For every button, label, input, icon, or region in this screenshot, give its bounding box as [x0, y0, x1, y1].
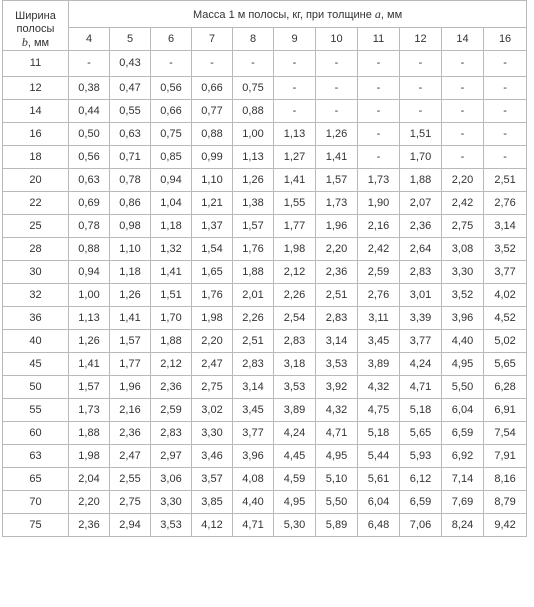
mass-value-cell: 2,20 [442, 169, 484, 192]
mass-value-cell: 2,83 [400, 261, 442, 284]
mass-value-cell: 1,70 [151, 307, 192, 330]
mass-value-cell: 3,85 [192, 491, 233, 514]
mass-table-container [2, 0, 527, 537]
width-label-line1: Ширина [15, 10, 56, 22]
mass-value-cell: - [484, 51, 527, 77]
mass-value-cell: 2,55 [110, 468, 151, 491]
mass-value-cell: 4,52 [484, 307, 527, 330]
table-row [3, 491, 527, 514]
mass-value-cell: 2,47 [192, 353, 233, 376]
width-cell: 18 [3, 146, 69, 169]
mass-value-cell: 3,14 [233, 376, 274, 399]
width-cell: 50 [3, 376, 69, 399]
mass-value-cell: 3,89 [358, 353, 400, 376]
width-label-line2: полосы [16, 23, 55, 35]
mass-value-cell: 0,66 [192, 77, 233, 100]
mass-value-cell: 6,12 [400, 468, 442, 491]
table-row [3, 238, 527, 261]
mass-value-cell: 2,01 [233, 284, 274, 307]
thickness-header-cell: 8 [233, 28, 274, 51]
mass-value-cell: 0,71 [110, 146, 151, 169]
mass-value-cell: 4,32 [316, 399, 358, 422]
table-row [3, 468, 527, 491]
table-row [3, 77, 527, 100]
mass-value-cell: 0,63 [110, 123, 151, 146]
mass-value-cell: 6,28 [484, 376, 527, 399]
mass-value-cell: 1,76 [233, 238, 274, 261]
mass-value-cell: 3,45 [233, 399, 274, 422]
mass-value-cell: - [442, 51, 484, 77]
mass-value-cell: 2,36 [110, 422, 151, 445]
mass-value-cell: 1,88 [151, 330, 192, 353]
mass-value-cell: 0,47 [110, 77, 151, 100]
mass-value-cell: 4,75 [358, 399, 400, 422]
mass-value-cell: 0,69 [69, 192, 110, 215]
mass-value-cell: 1,88 [233, 261, 274, 284]
mass-value-cell: 0,38 [69, 77, 110, 100]
mass-value-cell: 1,32 [151, 238, 192, 261]
mass-value-cell: 1,73 [69, 399, 110, 422]
mass-value-cell: 2,83 [151, 422, 192, 445]
mass-value-cell: - [484, 100, 527, 123]
mass-value-cell: 3,77 [400, 330, 442, 353]
mass-value-cell: 1,26 [233, 169, 274, 192]
mass-value-cell: 8,24 [442, 514, 484, 537]
mass-value-cell: 0,98 [110, 215, 151, 238]
mass-value-cell: 6,59 [442, 422, 484, 445]
mass-value-cell: - [484, 146, 527, 169]
width-cell: 40 [3, 330, 69, 353]
mass-value-cell: 3,96 [233, 445, 274, 468]
mass-value-cell: 1,18 [151, 215, 192, 238]
mass-value-cell: 3,46 [192, 445, 233, 468]
mass-value-cell: 7,54 [484, 422, 527, 445]
mass-value-cell: 6,04 [358, 491, 400, 514]
mass-value-cell: 0,75 [233, 77, 274, 100]
mass-value-cell: 4,95 [316, 445, 358, 468]
mass-value-cell: - [69, 51, 110, 77]
mass-value-cell: 1,41 [316, 146, 358, 169]
mass-value-cell: 4,95 [274, 491, 316, 514]
mass-value-cell: - [442, 100, 484, 123]
mass-value-cell: - [358, 123, 400, 146]
mass-value-cell: 1,41 [69, 353, 110, 376]
mass-value-cell: 0,94 [151, 169, 192, 192]
mass-value-cell: 2,12 [274, 261, 316, 284]
mass-value-cell: 2,07 [400, 192, 442, 215]
mass-value-cell: 3,92 [316, 376, 358, 399]
mass-value-cell: 2,59 [358, 261, 400, 284]
table-row [3, 51, 527, 77]
mass-value-cell: 1,10 [110, 238, 151, 261]
mass-value-cell: 1,38 [233, 192, 274, 215]
mass-value-cell: 3,52 [442, 284, 484, 307]
mass-value-cell: 3,11 [358, 307, 400, 330]
table-row [3, 376, 527, 399]
thickness-header-cell: 7 [192, 28, 233, 51]
mass-value-cell: - [358, 51, 400, 77]
mass-value-cell: - [316, 77, 358, 100]
mass-value-cell: 1,00 [69, 284, 110, 307]
mass-value-cell: 1,27 [274, 146, 316, 169]
mass-value-cell: 6,59 [400, 491, 442, 514]
mass-value-cell: 2,59 [151, 399, 192, 422]
mass-value-cell: 0,43 [110, 51, 151, 77]
mass-value-cell: 2,36 [316, 261, 358, 284]
mass-value-cell: 5,65 [400, 422, 442, 445]
width-cell: 20 [3, 169, 69, 192]
mass-value-cell: 1,77 [110, 353, 151, 376]
mass-value-cell: 0,56 [69, 146, 110, 169]
mass-value-cell: 2,97 [151, 445, 192, 468]
width-cell: 36 [3, 307, 69, 330]
width-cell: 11 [3, 51, 69, 77]
mass-value-cell: 2,36 [69, 514, 110, 537]
mass-label: Масса 1 м полосы, кг, при толщине [192, 9, 372, 21]
thickness-header-cell: 16 [484, 28, 527, 51]
mass-value-cell: - [358, 100, 400, 123]
strip-mass-table [2, 0, 527, 537]
thickness-header-cell: 4 [69, 28, 110, 51]
mass-value-cell: 7,06 [400, 514, 442, 537]
mass-value-cell: 1,88 [400, 169, 442, 192]
mass-value-cell: 2,20 [192, 330, 233, 353]
mass-value-cell: 6,91 [484, 399, 527, 422]
mass-value-cell: 3,18 [274, 353, 316, 376]
mass-value-cell: 3,30 [192, 422, 233, 445]
mass-value-cell: 1,51 [151, 284, 192, 307]
mass-value-cell: 1,77 [274, 215, 316, 238]
mass-value-cell: - [442, 146, 484, 169]
table-row [3, 215, 527, 238]
mass-value-cell: 1,41 [151, 261, 192, 284]
thickness-header-cell: 6 [151, 28, 192, 51]
mass-value-cell: 1,26 [69, 330, 110, 353]
mass-value-cell: 2,75 [110, 491, 151, 514]
mass-value-cell: - [400, 51, 442, 77]
mass-value-cell: - [358, 77, 400, 100]
mass-value-cell: 2,20 [69, 491, 110, 514]
mass-value-cell: 2,54 [274, 307, 316, 330]
mass-value-cell: 0,94 [69, 261, 110, 284]
mass-value-cell: 5,18 [358, 422, 400, 445]
mass-value-cell: 1,88 [69, 422, 110, 445]
table-row [3, 261, 527, 284]
mass-value-cell: 3,06 [151, 468, 192, 491]
mass-value-cell: 1,57 [316, 169, 358, 192]
width-cell: 65 [3, 468, 69, 491]
width-cell: 55 [3, 399, 69, 422]
width-cell: 63 [3, 445, 69, 468]
mass-value-cell: 4,45 [274, 445, 316, 468]
thickness-header-cell: 5 [110, 28, 151, 51]
width-cell: 45 [3, 353, 69, 376]
mass-value-cell: 2,42 [442, 192, 484, 215]
mass-value-cell: 0,44 [69, 100, 110, 123]
mass-value-cell: 0,66 [151, 100, 192, 123]
mass-value-cell: 3,57 [192, 468, 233, 491]
mass-value-cell: 2,16 [358, 215, 400, 238]
mass-value-cell: 1,98 [274, 238, 316, 261]
mass-value-cell: 1,37 [192, 215, 233, 238]
mass-value-cell: 1,13 [274, 123, 316, 146]
width-cell: 75 [3, 514, 69, 537]
mass-value-cell: 7,91 [484, 445, 527, 468]
mass-value-cell: 5,18 [400, 399, 442, 422]
mass-value-cell: 2,76 [358, 284, 400, 307]
mass-value-cell: 1,41 [274, 169, 316, 192]
mass-value-cell: 2,83 [316, 307, 358, 330]
table-row [3, 307, 527, 330]
mass-value-cell: 3,52 [484, 238, 527, 261]
width-cell: 16 [3, 123, 69, 146]
mass-value-cell: 2,94 [110, 514, 151, 537]
mass-value-cell: 2,12 [151, 353, 192, 376]
mass-value-cell: 0,78 [110, 169, 151, 192]
mass-value-cell: 0,85 [151, 146, 192, 169]
mass-value-cell: - [442, 77, 484, 100]
mass-value-cell: 6,48 [358, 514, 400, 537]
mass-value-cell: 1,54 [192, 238, 233, 261]
thickness-variable: a [374, 7, 381, 21]
mass-value-cell: 1,90 [358, 192, 400, 215]
mass-value-cell: 4,95 [442, 353, 484, 376]
mass-value-cell: 1,26 [110, 284, 151, 307]
mass-value-cell: 2,75 [192, 376, 233, 399]
mass-value-cell: 1,57 [110, 330, 151, 353]
mass-value-cell: 3,14 [316, 330, 358, 353]
mass-value-cell: 2,76 [484, 192, 527, 215]
mass-value-cell: 3,53 [274, 376, 316, 399]
mass-value-cell: 0,77 [192, 100, 233, 123]
mass-value-cell: 4,40 [442, 330, 484, 353]
mass-value-cell: 2,16 [110, 399, 151, 422]
mass-value-cell: 1,96 [110, 376, 151, 399]
mass-value-cell: 1,13 [233, 146, 274, 169]
mass-value-cell: 2,26 [233, 307, 274, 330]
mass-value-cell: 1,76 [192, 284, 233, 307]
table-row [3, 422, 527, 445]
width-cell: 14 [3, 100, 69, 123]
mass-value-cell: 8,16 [484, 468, 527, 491]
mass-value-cell: 4,24 [274, 422, 316, 445]
table-body [3, 51, 527, 537]
mass-value-cell: 4,24 [400, 353, 442, 376]
mass-value-cell: 4,59 [274, 468, 316, 491]
mass-value-cell: 1,55 [274, 192, 316, 215]
mass-value-cell: 3,77 [233, 422, 274, 445]
mass-value-cell: - [151, 51, 192, 77]
width-cell: 28 [3, 238, 69, 261]
mass-value-cell: - [274, 77, 316, 100]
mass-value-cell: 0,99 [192, 146, 233, 169]
mass-value-cell: 1,70 [400, 146, 442, 169]
mass-value-cell: - [358, 146, 400, 169]
table-row [3, 100, 527, 123]
mass-value-cell: 3,96 [442, 307, 484, 330]
mass-value-cell: 1,98 [192, 307, 233, 330]
mass-value-cell: 1,00 [233, 123, 274, 146]
mass-value-cell: 5,30 [274, 514, 316, 537]
mass-value-cell: 4,71 [316, 422, 358, 445]
mass-value-cell: 3,89 [274, 399, 316, 422]
table-row [3, 330, 527, 353]
mass-value-cell: 2,83 [233, 353, 274, 376]
mass-value-cell: 1,57 [233, 215, 274, 238]
mass-value-cell: - [316, 51, 358, 77]
mass-value-cell: 2,51 [484, 169, 527, 192]
mass-value-cell: - [400, 77, 442, 100]
table-row [3, 284, 527, 307]
thickness-header-cell: 10 [316, 28, 358, 51]
mass-value-cell: 2,20 [316, 238, 358, 261]
thickness-header-cell: 12 [400, 28, 442, 51]
mass-value-cell: 0,50 [69, 123, 110, 146]
mass-value-cell: 9,42 [484, 514, 527, 537]
mass-value-cell: 7,69 [442, 491, 484, 514]
mass-value-cell: - [316, 100, 358, 123]
width-cell: 25 [3, 215, 69, 238]
mass-group-header [69, 1, 527, 28]
mass-value-cell: 0,88 [192, 123, 233, 146]
width-variable: b [21, 35, 28, 49]
mass-value-cell: 7,14 [442, 468, 484, 491]
width-column-header [3, 1, 69, 51]
mass-value-cell: 1,51 [400, 123, 442, 146]
mass-value-cell: 3,14 [484, 215, 527, 238]
table-row [3, 514, 527, 537]
mass-value-cell: 2,75 [442, 215, 484, 238]
mass-value-cell: 3,45 [358, 330, 400, 353]
mass-value-cell: - [484, 77, 527, 100]
mass-value-cell: 5,50 [316, 491, 358, 514]
mass-value-cell: 1,57 [69, 376, 110, 399]
mass-value-cell: - [484, 123, 527, 146]
mass-value-cell: 0,78 [69, 215, 110, 238]
thickness-header-cell: 9 [274, 28, 316, 51]
mass-value-cell: 6,92 [442, 445, 484, 468]
mass-value-cell: 5,93 [400, 445, 442, 468]
mass-value-cell: 3,53 [316, 353, 358, 376]
thickness-header-row [3, 28, 527, 51]
mass-value-cell: 2,04 [69, 468, 110, 491]
mass-value-cell: 4,08 [233, 468, 274, 491]
mass-value-cell: 3,77 [484, 261, 527, 284]
mass-value-cell: 0,55 [110, 100, 151, 123]
mass-value-cell: 0,75 [151, 123, 192, 146]
mass-value-cell: 4,40 [233, 491, 274, 514]
mass-value-cell: 1,10 [192, 169, 233, 192]
mass-value-cell: 1,21 [192, 192, 233, 215]
mass-value-cell: 4,02 [484, 284, 527, 307]
thickness-header-cell: 11 [358, 28, 400, 51]
mass-value-cell: - [192, 51, 233, 77]
mass-value-cell: 0,88 [233, 100, 274, 123]
mass-value-cell: 3,08 [442, 238, 484, 261]
mass-value-cell: 8,79 [484, 491, 527, 514]
mass-value-cell: 4,71 [400, 376, 442, 399]
mass-value-cell: 0,86 [110, 192, 151, 215]
mass-value-cell: 3,01 [400, 284, 442, 307]
thickness-unit: , мм [380, 9, 403, 21]
mass-value-cell: 5,50 [442, 376, 484, 399]
mass-value-cell: 2,36 [151, 376, 192, 399]
mass-value-cell: - [274, 51, 316, 77]
table-row [3, 445, 527, 468]
mass-value-cell: 5,02 [484, 330, 527, 353]
table-row [3, 169, 527, 192]
mass-value-cell: - [400, 100, 442, 123]
mass-value-cell: 0,56 [151, 77, 192, 100]
mass-value-cell: 1,65 [192, 261, 233, 284]
mass-value-cell: 5,44 [358, 445, 400, 468]
width-cell: 32 [3, 284, 69, 307]
thickness-header-cell: 14 [442, 28, 484, 51]
mass-value-cell: 2,51 [233, 330, 274, 353]
mass-value-cell: 4,12 [192, 514, 233, 537]
mass-value-cell: 0,88 [69, 238, 110, 261]
mass-value-cell: 2,47 [110, 445, 151, 468]
mass-value-cell: 1,18 [110, 261, 151, 284]
mass-value-cell: 2,83 [274, 330, 316, 353]
mass-value-cell: - [442, 123, 484, 146]
table-row [3, 192, 527, 215]
mass-value-cell: 3,53 [151, 514, 192, 537]
mass-value-cell: 1,13 [69, 307, 110, 330]
mass-value-cell: 6,04 [442, 399, 484, 422]
width-cell: 12 [3, 77, 69, 100]
mass-value-cell: 2,42 [358, 238, 400, 261]
mass-value-cell: 2,26 [274, 284, 316, 307]
mass-value-cell: 1,73 [316, 192, 358, 215]
width-cell: 30 [3, 261, 69, 284]
mass-value-cell: 5,65 [484, 353, 527, 376]
mass-value-cell: 5,89 [316, 514, 358, 537]
mass-value-cell: - [274, 100, 316, 123]
table-row [3, 146, 527, 169]
mass-value-cell: 0,63 [69, 169, 110, 192]
mass-value-cell: 2,51 [316, 284, 358, 307]
width-cell: 70 [3, 491, 69, 514]
table-row [3, 123, 527, 146]
mass-value-cell: 1,96 [316, 215, 358, 238]
table-row [3, 353, 527, 376]
mass-value-cell: 1,41 [110, 307, 151, 330]
mass-value-cell: 3,02 [192, 399, 233, 422]
mass-value-cell: 1,98 [69, 445, 110, 468]
mass-value-cell: 3,39 [400, 307, 442, 330]
mass-value-cell: 4,32 [358, 376, 400, 399]
table-row [3, 399, 527, 422]
mass-value-cell: 1,73 [358, 169, 400, 192]
mass-value-cell: 1,04 [151, 192, 192, 215]
mass-value-cell: 2,64 [400, 238, 442, 261]
mass-value-cell: 2,36 [400, 215, 442, 238]
mass-value-cell: 3,30 [442, 261, 484, 284]
width-cell: 60 [3, 422, 69, 445]
mass-value-cell: 5,61 [358, 468, 400, 491]
width-cell: 22 [3, 192, 69, 215]
mass-value-cell: 3,30 [151, 491, 192, 514]
mass-value-cell: - [233, 51, 274, 77]
mass-value-cell: 4,71 [233, 514, 274, 537]
width-unit: , мм [27, 37, 50, 49]
mass-value-cell: 5,10 [316, 468, 358, 491]
mass-value-cell: 1,26 [316, 123, 358, 146]
